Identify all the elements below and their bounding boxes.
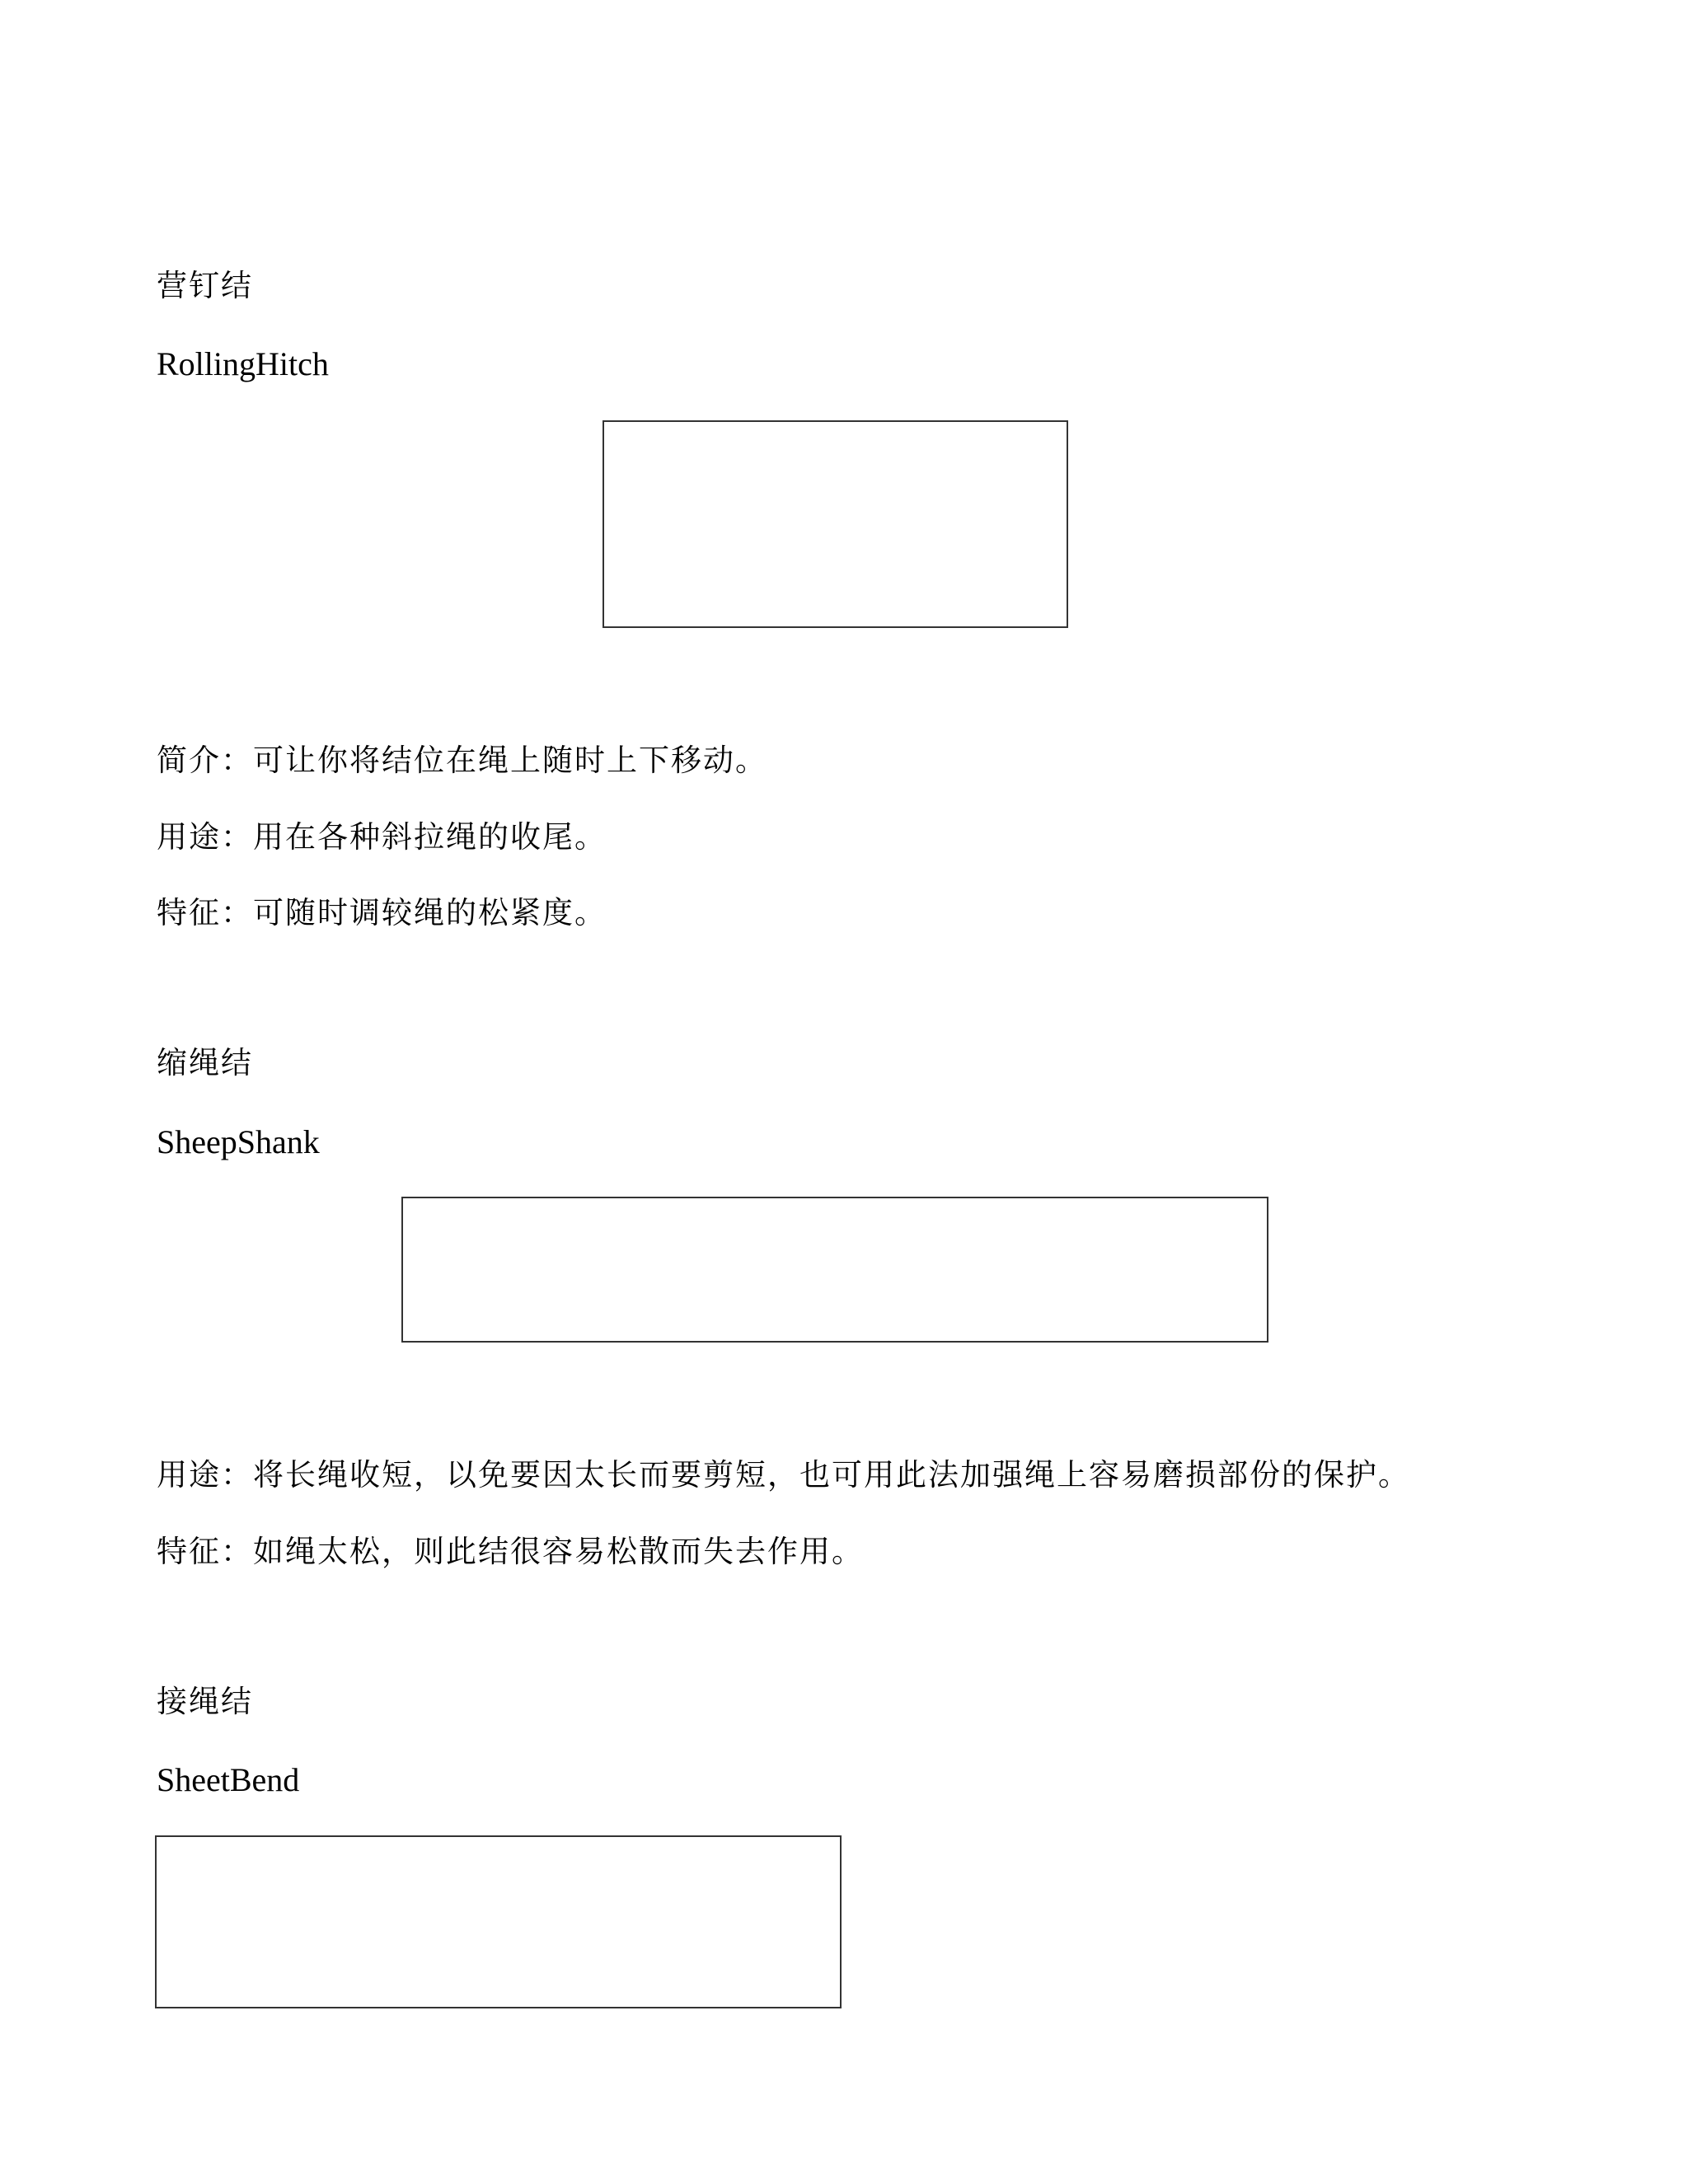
rolling-hitch-feature-text: 特征：可随时调较绳的松紧度。 — [157, 895, 607, 930]
section-title-sheet-bend: 接绳结 — [157, 1684, 253, 1719]
rolling-hitch-image-placeholder — [603, 420, 1068, 628]
sheep-shank-image-placeholder — [401, 1197, 1268, 1343]
sheep-shank-usage-text: 用途：将长绳收短，以免要因太长而要剪短，也可用此法加强绳上容易磨损部份的保护。 — [157, 1457, 1410, 1493]
section-english-name-rolling-hitch: RollingHitch — [157, 345, 329, 382]
rolling-hitch-usage-text: 用途：用在各种斜拉绳的收尾。 — [157, 819, 607, 855]
section-title-sheep-shank: 缩绳结 — [157, 1045, 253, 1080]
rolling-hitch-intro-text: 简介：可让你将结位在绳上随时上下移动。 — [157, 743, 767, 778]
section-title-rolling-hitch: 营钉结 — [157, 268, 253, 303]
section-english-name-sheet-bend: SheetBend — [157, 1761, 300, 1798]
sheet-bend-image-placeholder — [155, 1835, 842, 2008]
sheep-shank-feature-text: 特征：如绳太松，则此结很容易松散而失去作用。 — [157, 1534, 864, 1569]
section-english-name-sheep-shank: SheepShank — [157, 1123, 320, 1160]
